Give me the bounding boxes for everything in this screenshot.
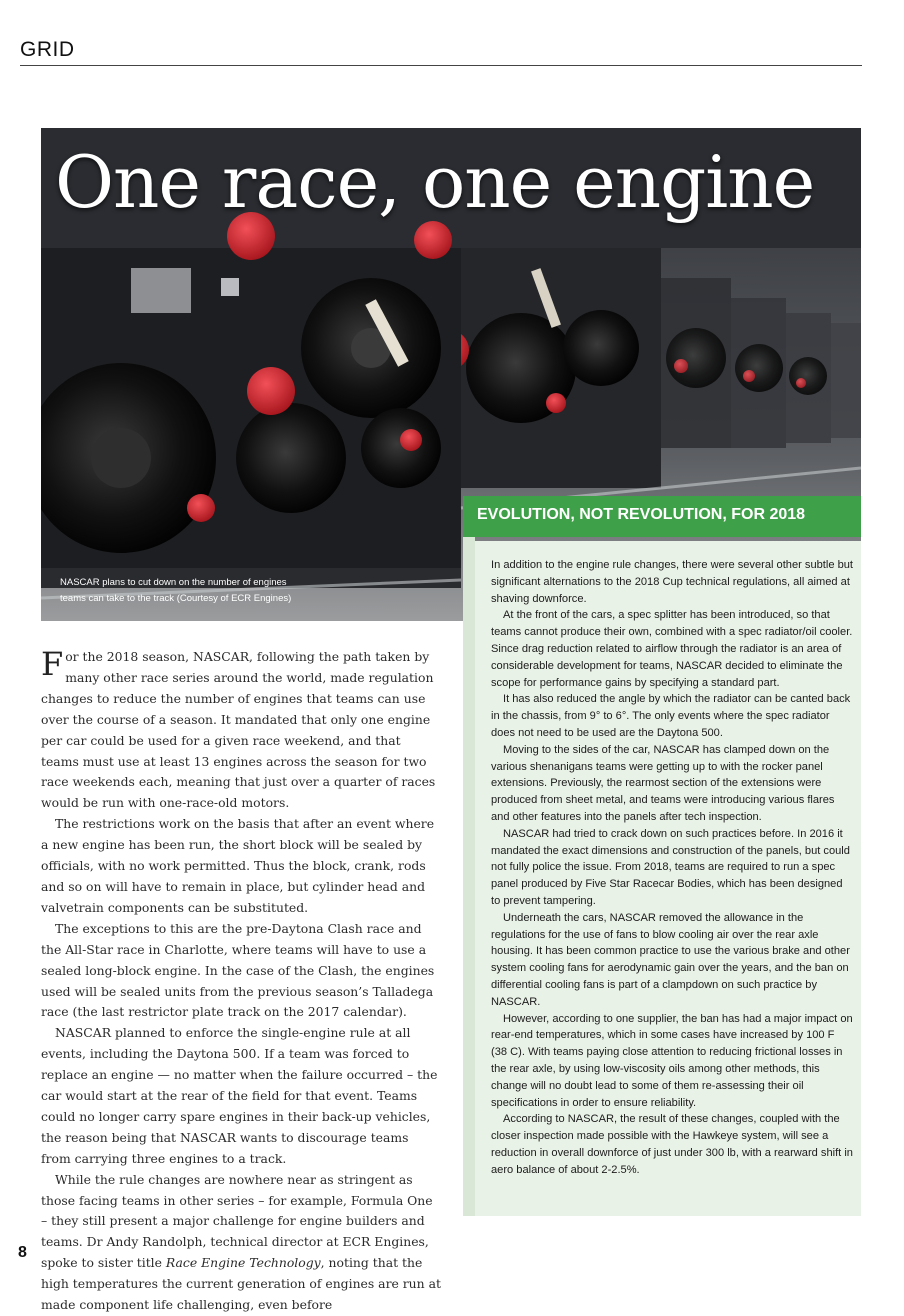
sidebar-paragraph: In addition to the engine rule changes, there were several other subtle but significant alternations to the 2018 Cup technical regulations, all aimed at shaving downforce. — [491, 559, 854, 605]
main-article — [41, 647, 441, 1316]
drop-cap: F — [41, 645, 64, 683]
page-title: One race, one engine — [55, 140, 815, 224]
article-text: , noting that the high temperatures the current generation of engines are run at made component life challenging, even before — [41, 1255, 441, 1313]
sidebar-heading-bar — [463, 496, 861, 537]
sidebar-paragraph: Underneath the cars, NASCAR removed the allowance in the regulations for the use of fans to blow cooling air over the rear axle housing. It has been common practice to use the various brake and other system cooling fans for aerodynamic gain over the years, and the ban on differential cooling fans is part of a clampdown on such practice by NASCAR. — [491, 911, 850, 1008]
sidebar-text — [491, 557, 853, 1178]
engine-row — [661, 278, 861, 448]
article-text: While the rule changes are nowhere near as stringent as those facing teams in other series – for example, Formula One – they still present a major challenge for engine builders and teams. Dr Andy Randolph, technical director at ECR Engines, spoke to sister title — [41, 1171, 433, 1271]
page-number: 8 — [18, 1244, 27, 1261]
article-paragraph-text: or the 2018 season, NASCAR, following the path taken by many other race series around the world, made regulation changes to reduce the number of engines that teams can use over the course of a season. It mandated that only one engine per car could be used for a given race weekend, and that teams must use at least 13 engines across the season for two race weekends each, meaning that just over a quarter of races would be run with one-race-old motors. — [41, 649, 436, 811]
sidebar-paragraph: However, according to one supplier, the ban has had a major impact on rear-end temperatures, which in some cases have increased by 100 F (38 C). With teams paying close attention to reducing frictional losses in the rear axle, by using low-viscosity oils among other methods, this change will no doubt lead to some of them re-assessing their oil specifications in order to ensure reliability. — [491, 1012, 853, 1109]
sidebar-paragraph: According to NASCAR, the result of these changes, coupled with the closer inspection made possible with the Hawkeye system, will see a reduction in overall downforce of just under 300 lb, with a rearward shift in aero balance of about 2-2.5%. — [491, 1113, 853, 1176]
sidebar-paragraph: Moving to the sides of the car, NASCAR has clamped down on the various shenanigans teams were getting up to with the rocker panel extensions. Previously, the rearmost section of the extensions were produced from sheet metal, and teams were introducing various flares and other features into the panels after tech inspection. — [491, 743, 835, 823]
article-paragraph: NASCAR planned to enforce the single-engine rule at all events, including the Daytona 500. If a team was forced to replace an engine — no matter when the failure occurred – the car would start at the rear of the field for that event. Teams could no longer carry spare engines in their back-up vehicles, the reason being that NASCAR wants to discourage teams from carrying three engines to a track. — [41, 1025, 438, 1166]
article-paragraph — [41, 647, 441, 814]
sidebar-heading: EVOLUTION, NOT REVOLUTION, FOR 2018 — [477, 506, 806, 523]
sidebar-accent-strip — [463, 537, 475, 1216]
sidebar-paragraph: It has also reduced the angle by which the radiator can be canted back in the chassis, from 9° to 6°. The only events where the spec radiator does not need to be used are the Daytona 500. — [491, 693, 851, 739]
publication-title: Race Engine Technology — [165, 1255, 321, 1271]
sidebar-box — [475, 541, 861, 1216]
article-paragraph: The restrictions work on the basis that after an event where a new engine has been run, the short block will be sealed by officials, with no work permitted. Thus the block, crank, rods and so on will have to remain in place, but cylinder head and valvetrain components can be substituted. — [41, 816, 435, 915]
article-paragraph: The exceptions to this are the pre-Daytona Clash race and the All-Star race in Charlotte, where teams will have to use a sealed long-block engine. In the case of the Clash, the engines used will be sealed units from the previous season’s Talladega race (the last restrictor plate track on the 2017 calendar). — [41, 920, 435, 1020]
engine-mid — [429, 248, 661, 488]
sidebar-paragraph: NASCAR had tried to crack down on such practices before. In 2016 it mandated the exact dimensions and construction of the panels, but could not fully police the issue. From 2018, teams are required to run a spec panel produced by Five Star Racecar Bodies, which has been designed to prevent tampering. — [491, 827, 850, 907]
section-label: GRID — [20, 38, 75, 61]
article-paragraph — [41, 1170, 441, 1316]
header-rule — [20, 65, 862, 66]
engine-front — [41, 212, 461, 588]
sidebar-paragraph: At the front of the cars, a spec splitter has been introduced, so that teams cannot produce their own, combined with a spec radiator/oil cooler. Since drag reduction related to airflow through the radiator is an area of considerable development for teams, NASCAR decided to eliminate the scope for performance gains by specifying a standard part. — [491, 609, 853, 689]
photo-caption: NASCAR plans to cut down on the number of engines teams can take to the track (Courtesy of ECR Engines) — [60, 577, 292, 604]
